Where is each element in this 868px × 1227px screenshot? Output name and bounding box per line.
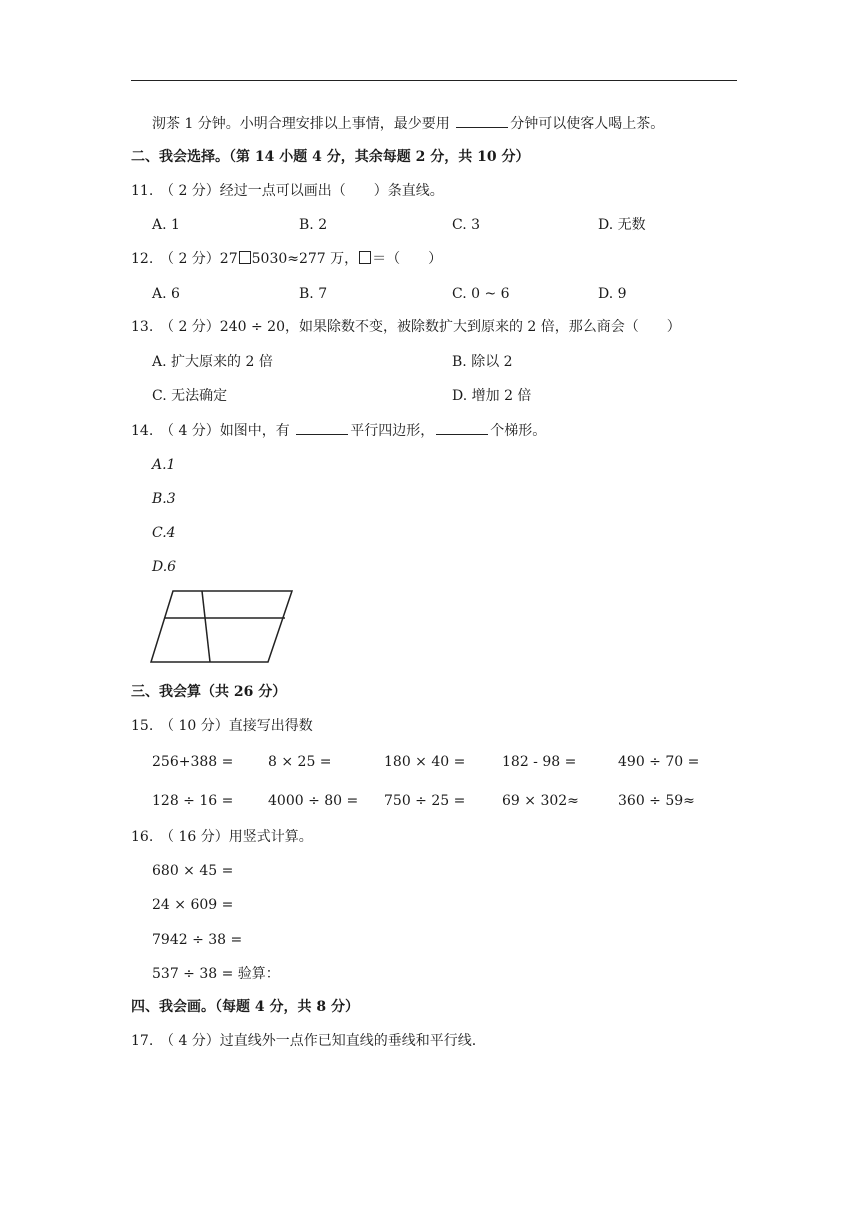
q16-item: 537 ÷ 38 = 验算： <box>152 966 280 982</box>
q15-item: 180 × 40 = <box>384 754 466 770</box>
q11-option-c[interactable]: C. 3 <box>452 217 481 233</box>
q11-option-a[interactable]: A. 1 <box>152 217 180 233</box>
q16-number: 16. <box>131 829 154 845</box>
q13-number: 13. <box>131 319 154 335</box>
parallelogram-figure <box>148 588 298 666</box>
q14-number: 14. <box>131 423 154 439</box>
vertical-divider <box>202 591 210 662</box>
section4-title: 四、我会画。（每题 4 分，共 8 分） <box>131 999 359 1015</box>
q14-option-a[interactable]: A.1 <box>152 457 176 473</box>
q12-option-d[interactable]: D. 9 <box>598 286 627 302</box>
q12-option-c[interactable]: C. 0 ~ 6 <box>452 286 510 302</box>
q17-number: 17. <box>131 1033 154 1049</box>
q13-text: （ 2 分）240 ÷ 20，如果除数不变，被除数扩大到原来的 2 倍，那么商会（ ） <box>160 319 681 335</box>
q12-text-mid: 5030≈277 万， <box>251 251 359 267</box>
q16-item: 7942 ÷ 38 = <box>152 932 243 948</box>
q16-text: （ 16 分）用竖式计算。 <box>160 829 313 845</box>
answer-blank[interactable] <box>296 422 348 435</box>
q15-item: 360 ÷ 59≈ <box>618 793 695 809</box>
answer-blank[interactable] <box>456 115 508 128</box>
q14-text-after: 个梯形。 <box>490 423 547 439</box>
parallelogram-outline <box>151 591 292 662</box>
q11-option-d[interactable]: D. 无数 <box>598 217 646 233</box>
q12-number: 12. <box>131 251 154 267</box>
q13-option-b[interactable]: B. 除以 2 <box>452 354 513 370</box>
q12-option-a[interactable]: A. 6 <box>152 286 180 302</box>
q16-item: 24 × 609 = <box>152 897 234 913</box>
q14-text-before: （ 4 分）如图中，有 <box>160 423 295 439</box>
continuation-line <box>152 115 664 133</box>
q15-item: 182 - 98 = <box>502 754 577 770</box>
header-rule <box>131 80 737 81</box>
q13-option-c[interactable]: C. 无法确定 <box>152 388 228 404</box>
q15-item: 8 × 25 = <box>268 754 332 770</box>
section2-title: 二、我会选择。（第 14 小题 4 分，其余每题 2 分，共 10 分） <box>131 149 530 165</box>
q15-number: 15. <box>131 718 154 734</box>
continuation-text-after: 分钟可以使客人喝上茶。 <box>510 116 665 132</box>
q13-option-d[interactable]: D. 增加 2 倍 <box>452 388 532 404</box>
q14-option-b[interactable]: B.3 <box>152 491 176 507</box>
q14-text <box>160 422 546 440</box>
q11-text: （ 2 分）经过一点可以画出（ ）条直线。 <box>160 183 444 199</box>
q15-item: 490 ÷ 70 = <box>618 754 700 770</box>
q15-item: 750 ÷ 25 = <box>384 793 466 809</box>
q12-text <box>160 250 442 268</box>
q14-option-c[interactable]: C.4 <box>152 525 176 541</box>
q12-option-b[interactable]: B. 7 <box>299 286 328 302</box>
square-blank-icon <box>239 251 251 264</box>
q17-text: （ 4 分）过直线外一点作已知直线的垂线和平行线. <box>160 1033 477 1049</box>
q11-number: 11. <box>131 183 154 199</box>
q11-option-b[interactable]: B. 2 <box>299 217 328 233</box>
answer-blank[interactable] <box>436 422 488 435</box>
continuation-text-before: 沏茶 1 分钟。小明合理安排以上事情，最少要用 <box>152 116 455 132</box>
q15-item: 128 ÷ 16 = <box>152 793 234 809</box>
q15-item: 69 × 302≈ <box>502 793 579 809</box>
q12-text-after: ＝（ ） <box>372 251 443 267</box>
q14-option-d[interactable]: D.6 <box>152 559 177 575</box>
q15-item: 4000 ÷ 80 = <box>268 793 359 809</box>
q14-text-mid: 平行四边形， <box>350 423 435 439</box>
section3-title: 三、我会算（共 26 分） <box>131 684 287 700</box>
q13-option-a[interactable]: A. 扩大原来的 2 倍 <box>152 354 273 370</box>
q12-text-before: （ 2 分）27 <box>160 251 238 267</box>
q16-item: 680 × 45 = <box>152 863 234 879</box>
square-blank-icon <box>359 251 371 264</box>
q15-text: （ 10 分）直接写出得数 <box>160 718 313 734</box>
q15-item: 256+388 = <box>152 754 234 770</box>
